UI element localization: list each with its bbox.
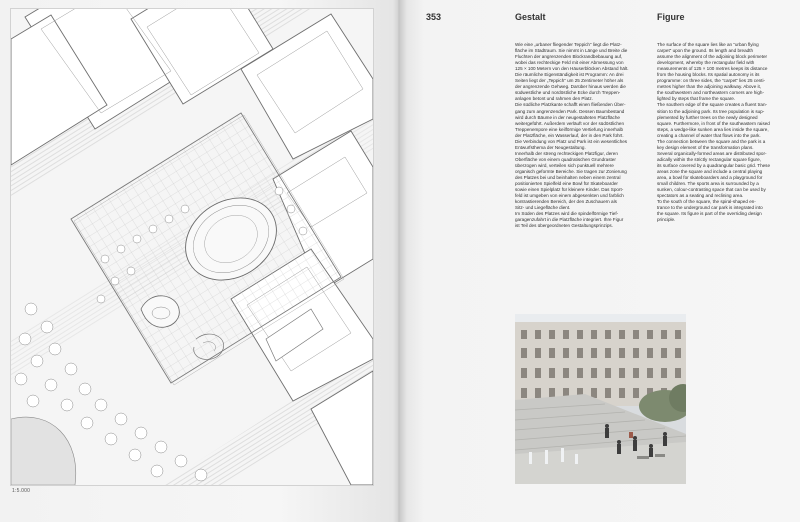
body-text-german: Wie eine „urbaner fliegender Teppich“ liegt die Platz- fläche im Stadtraum. Sie nimmt in Länge und Breite die Fluchten der angrenzenden Blockrandbebauung auf, wobei das rechteckige Feld mit einer Abmessung von 125 × 100 Metern von den Häuserblöcken Abstand hält. Die räumliche Eigenständigkeit ist Programm: An drei Seiten liegt der „Teppich“ um 25 Zentimeter höher als der angrenzende Gehweg. Darüber hinaus werden die südwestliche und nordöstliche Ecke durch Treppen- anlagen betont und rahmen den Platz. Die südliche Platzkante schafft einen fließenden Über- gang zum angrenzenden Park. Dessen Baumbestand wird durch Bäume in der neugestalteten Platzfläche weitergeführt. Außerdem verläuft vor der südöstlichen Treppenempore eine keilförmige Vertiefung innerhalb der Platzfläche, ein Wasserlauf, der in den Park führt. Die Verbindung von Platz und Park ist ein wesentliches Entwurfsthema der Neugestaltung. Innerhalb der streng rechteckigen Platzfigur, deren Oberfläche von einem quadratischen Grundraster überzogen wird, verteilen sich punktuell mehrere organisch geformte Bereiche. Sie tragen zur Zonierung des Platzes bei und beinhalten neben einem zentral positionierten Spielfeld eine Bowl für Skateboarder sowie einen Spielplatz für kleinere Kinder. Das Sport- feld ist umgeben von einem abgesenkten und farblich kontrastierenden Bereich, der den Zuschauern als Sitz- und Liegefläche dient. Im Süden des Platzes wird die spindelförmige Tief- garagenzufahrt in die Platzfläche integriert. Ihre Figur ist Teil des übergeordneten Gestaltungsprinzips. bbox=[515, 42, 629, 229]
heading-german: Gestalt bbox=[515, 12, 546, 22]
site-plan-drawing bbox=[10, 8, 374, 486]
page-number: 353 bbox=[426, 12, 442, 22]
square-photo bbox=[515, 314, 686, 484]
left-page bbox=[0, 0, 398, 522]
body-text-english: The surface of the square lies like an “urban flying carpet” upon the ground. Its length and breadth assume the alignment of the adjoining block perimeter development, whereby the rectangular field with measurements of 125 × 100 metres keeps its distance from the housing blocks. Its spatial autonomy is its programme: on three sides, the “carpet” lies 25 centi- metres higher than the adjoining walkway. Above it, the southwestern and northeastern corners are high- lighted by steps that frame the square. The southern edge of the square creates a fluent tran- sition to the adjoining park. Its tree population is sup- plemented by further trees on the newly designed square. Furthermore, in front of the southeastern raised steps, a wedge-like sunken area lies inside the square, creating a channel of water that flows into the park. The connection between the square and the park is a key design element of the transformation plans. Several organically-formed areas are distributed spor- adically within the strictly rectangular square figure, its surface covered by a quadrangular basic grid. These areas zone the square and include a central playing area, a bowl for skateboarders and a playground for small children. The sports area is surrounded by a sunken, colour-contrasting space that can be used by spectators as a seating and reclining area. To the south of the square, the spiral-shaped en- trance to the underground car park is integrated into the square. Its figure is part of the overriding design principle. bbox=[657, 42, 771, 223]
scale-label: 1:5.000 bbox=[12, 488, 31, 494]
book-gutter bbox=[393, 0, 407, 522]
heading-english: Figure bbox=[657, 12, 685, 22]
